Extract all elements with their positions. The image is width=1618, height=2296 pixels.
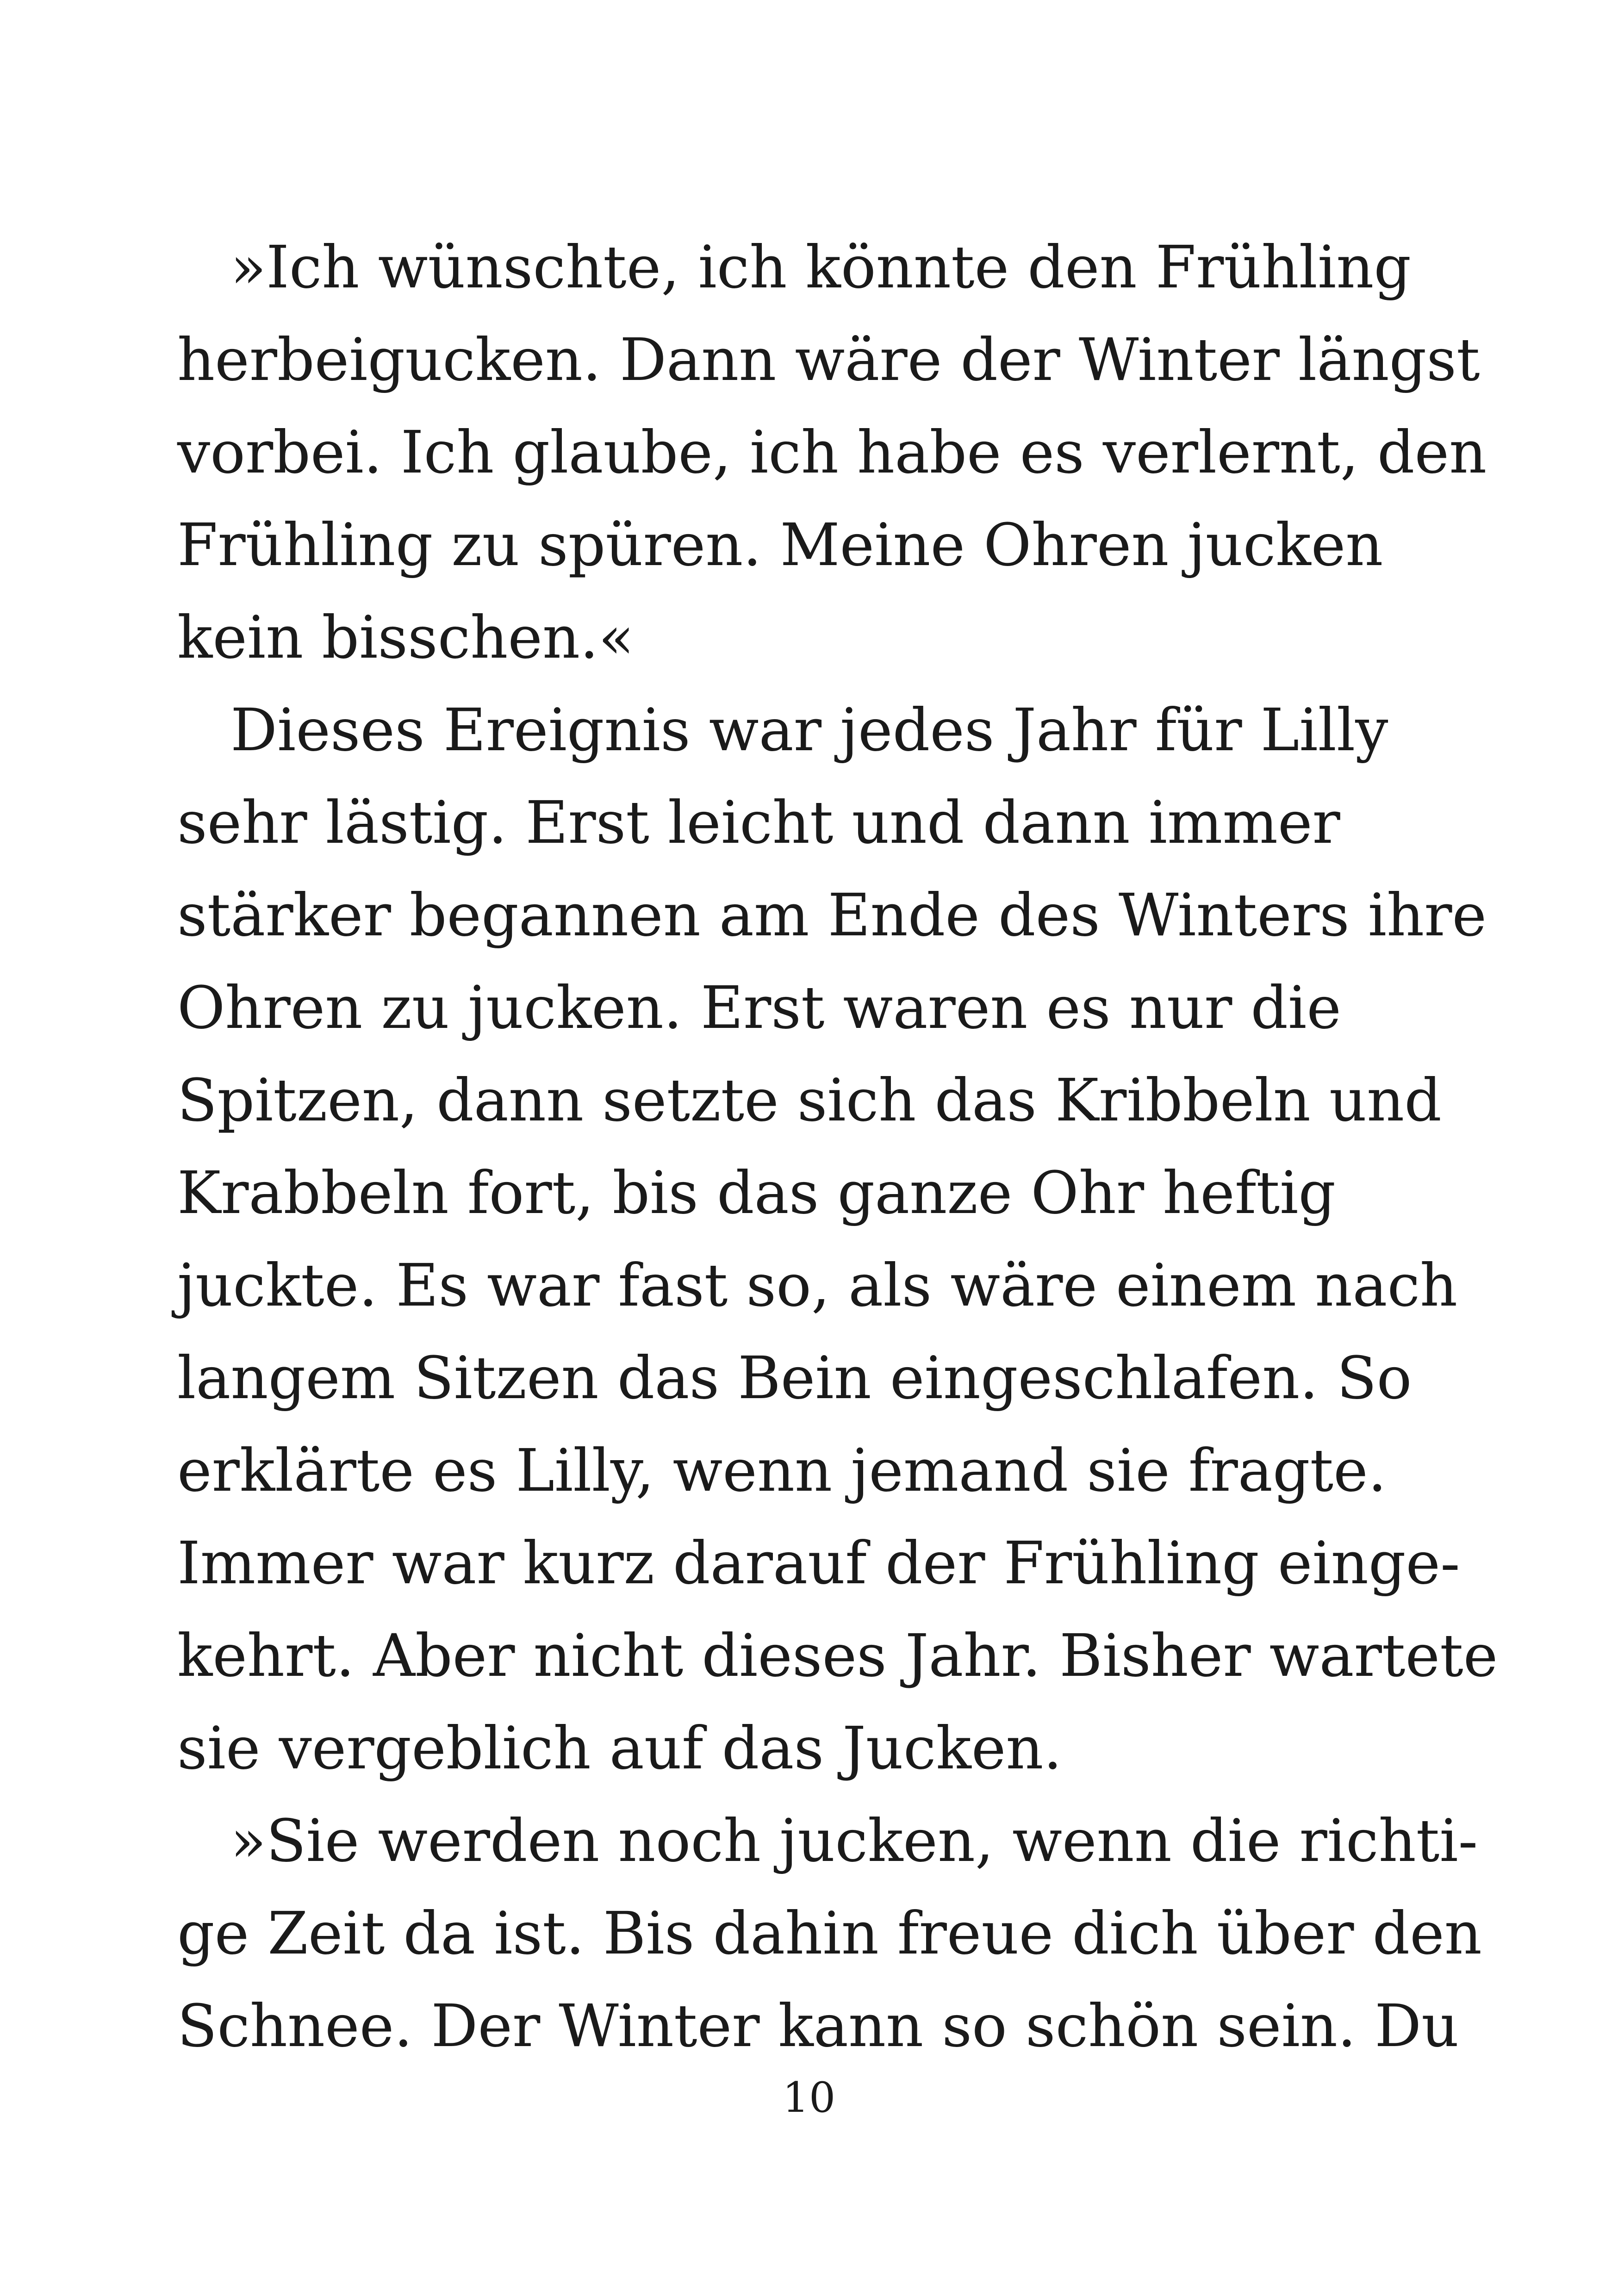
text-line: Schnee. Der Winter kann so schön sein. Du [177, 1992, 1459, 2060]
text-line: Immer war kurz darauf der Frühling einge- [177, 1529, 1460, 1597]
page-number: 10 [782, 2073, 836, 2122]
text-line: »Sie werden noch jucken, wenn die richti- [230, 1807, 1478, 1875]
text-line: sehr lästig. Erst leicht und dann immer [177, 789, 1340, 857]
body-text [177, 221, 1498, 2072]
text-line: stärker begannen am Ende des Winters ihre [177, 881, 1487, 949]
text-line: kehrt. Aber nicht dieses Jahr. Bisher wartete [177, 1622, 1498, 1690]
text-line: kein bisschen.« [177, 604, 635, 672]
text-line: Spitzen, dann setzte sich das Kribbeln und [177, 1066, 1442, 1134]
text-line: ge Zeit da ist. Bis dahin freue dich über den [177, 1899, 1482, 1967]
text-line: herbeigucken. Dann wäre der Winter längst [177, 326, 1480, 394]
text-line: Krabbeln fort, bis das ganze Ohr heftig [177, 1159, 1336, 1227]
text-line: vorbei. Ich glaube, ich habe es verlernt, den [177, 418, 1487, 486]
text-line: juckte. Es war fast so, als wäre einem nach [177, 1251, 1458, 1319]
text-line: Frühling zu spüren. Meine Ohren jucken [177, 511, 1383, 579]
text-line: langem Sitzen das Bein eingeschlafen. So [177, 1344, 1412, 1412]
text-line: erklärte es Lilly, wenn jemand sie fragte. [177, 1437, 1387, 1505]
text-line: Dieses Ereignis war jedes Jahr für Lilly [230, 696, 1388, 764]
text-line: »Ich wünschte, ich könnte den Frühling [230, 233, 1412, 301]
text-line: sie vergeblich auf das Jucken. [177, 1714, 1062, 1782]
text-line: Ohren zu jucken. Erst waren es nur die [177, 974, 1341, 1042]
